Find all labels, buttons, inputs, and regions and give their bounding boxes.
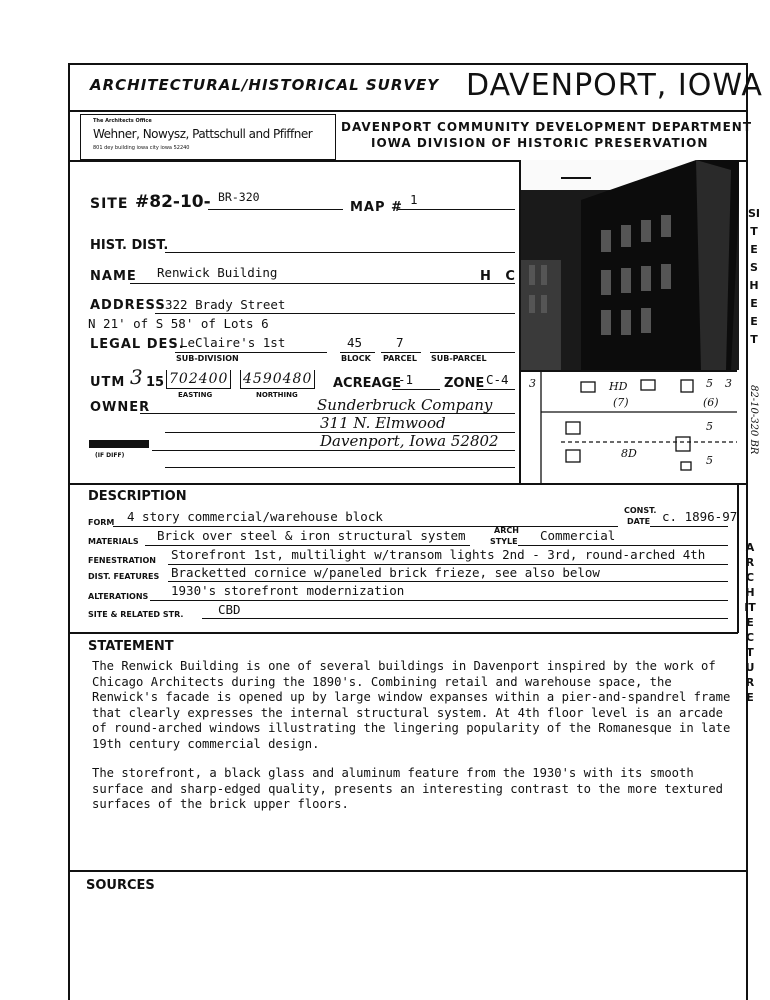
style-label: STYLE xyxy=(490,537,518,546)
field-line xyxy=(155,313,515,314)
parcel-value[interactable]: 7 xyxy=(396,335,404,350)
site-sheet-side-label: SITESHEET xyxy=(748,207,761,346)
northing-value[interactable]: 4590480 xyxy=(240,370,315,389)
site-related-label: SITE & RELATED STR. xyxy=(88,610,184,619)
statement-paragraph-1: The Renwick Building is one of several buildings in Davenport inspired by the work of Chicago Architects during the 1890's. Combining retail and warehouse space, the Renwick's facade is opened up by large window expanses within a pier-and-spandrel frame that clearly expresses the internal structural system. At 4th floor level is an arcade of round-arched windows illustrating the lingering popularity of the Romanesque in late 19th century commercial design. xyxy=(92,659,731,751)
architecture-side-label: ARCHITECTURE xyxy=(744,541,756,704)
acreage-value[interactable]: -1 xyxy=(398,372,414,387)
map-label: HD xyxy=(609,380,628,393)
field-line xyxy=(477,389,515,390)
field-line xyxy=(175,352,327,353)
const-label: CONST. xyxy=(624,506,657,515)
site-label: SITE xyxy=(90,196,129,212)
legal-label: LEGAL DES. xyxy=(90,337,185,352)
northing-label: NORTHING xyxy=(256,391,298,399)
map-label: 3 xyxy=(725,377,732,390)
subparcel-label: SUB-PARCEL xyxy=(431,354,487,363)
map-label: (6) xyxy=(703,396,719,409)
map-label: 3 xyxy=(529,377,536,390)
field-line xyxy=(152,450,515,451)
alterations-value[interactable]: 1930's storefront modernization xyxy=(171,583,405,598)
field-line xyxy=(202,618,728,619)
site-map-sketch xyxy=(521,372,737,483)
field-line xyxy=(150,600,728,601)
department-line1: DAVENPORT COMMUNITY DEVELOPMENT DEPARTMENT xyxy=(341,120,753,134)
field-line xyxy=(165,467,515,468)
parcel-label: PARCEL xyxy=(383,354,417,363)
subdivision-label: SUB-DIVISION xyxy=(176,354,239,363)
site-map xyxy=(519,370,737,483)
arch-label: ARCH xyxy=(494,526,519,535)
fenestration-value[interactable]: Storefront 1st, multilight w/transom lights 2nd - 3rd, round-arched 4th xyxy=(171,547,706,562)
owner-line3[interactable]: Davenport, Iowa 52802 xyxy=(320,432,499,450)
hist-dist-field xyxy=(165,252,515,253)
acreage-label: ACREAGE xyxy=(333,376,402,391)
utm-zone-hand: 3 xyxy=(130,365,143,389)
subdivision-value[interactable]: LeClaire's 1st xyxy=(180,335,286,350)
fenestration-label: FENESTRATION xyxy=(88,556,156,565)
block-label: BLOCK xyxy=(341,354,371,363)
firm-name: Wehner, Nowysz, Pattschull and Pfiffner xyxy=(93,127,313,141)
hist-dist-label: HIST. DIST. xyxy=(90,238,169,253)
survey-title: ARCHITECTURAL/HISTORICAL SURVEY xyxy=(90,76,440,94)
building-photo xyxy=(519,160,739,370)
divider xyxy=(68,632,738,634)
utm-zone: 15 xyxy=(146,375,165,390)
map-label: 8D xyxy=(621,447,637,460)
easting-label: EASTING xyxy=(178,391,213,399)
block-value[interactable]: 45 xyxy=(347,335,363,350)
field-line xyxy=(650,526,728,527)
date-label: DATE xyxy=(627,517,651,526)
address-value[interactable]: 322 Brady Street xyxy=(165,297,286,312)
name-value[interactable]: Renwick Building xyxy=(157,265,278,280)
divider xyxy=(68,110,748,112)
materials-value[interactable]: Brick over steel & iron structural system xyxy=(157,528,466,543)
alterations-label: ALTERATIONS xyxy=(88,592,149,601)
site-related-value[interactable]: CBD xyxy=(218,602,241,617)
field-line xyxy=(392,389,440,390)
zone-value[interactable]: C-4 xyxy=(486,372,509,387)
site-prefix: #82-10- xyxy=(135,192,211,212)
owner-line2[interactable]: 311 N. Elmwood xyxy=(320,414,446,432)
materials-label: MATERIALS xyxy=(88,537,139,546)
field-line xyxy=(518,545,728,546)
map-label: MAP # xyxy=(350,200,403,215)
field-line xyxy=(430,352,515,353)
statement-heading: STATEMENT xyxy=(88,639,174,654)
firm-office: The Architects Office xyxy=(93,118,152,124)
sources-heading: SOURCES xyxy=(86,878,155,893)
name-code: H C xyxy=(480,269,516,284)
city-title: DAVENPORT, IOWA xyxy=(466,68,763,103)
statement-paragraph-2: The storefront, a black glass and aluminum feature from the 1930's with its smooth surface and sharp-edged quality, presents an interesting contrast to the more textured surfaces of the brick upper floors. xyxy=(92,766,724,811)
form-value[interactable]: 4 story commercial/warehouse block xyxy=(127,509,383,524)
owner-line1[interactable]: Sunderbruck Company xyxy=(317,396,493,414)
map-label: (7) xyxy=(613,396,629,409)
divider xyxy=(68,483,748,485)
field-line xyxy=(208,209,343,210)
if-diff-label: (IF DIFF) xyxy=(95,452,125,459)
field-line xyxy=(381,352,421,353)
map-label: 5 xyxy=(706,377,713,390)
features-label: DIST. FEATURES xyxy=(88,572,160,581)
redacted-label xyxy=(89,440,149,448)
name-label: NAME xyxy=(90,269,137,284)
department-line2: IOWA DIVISION OF HISTORIC PRESERVATION xyxy=(371,136,709,150)
site-number-side-label: 82-10-320 BR xyxy=(748,385,759,455)
field-line xyxy=(113,526,618,527)
field-line xyxy=(340,352,375,353)
style-value[interactable]: Commercial xyxy=(540,528,616,543)
site-value[interactable]: BR-320 xyxy=(218,190,260,204)
zone-label: ZONE xyxy=(444,376,485,391)
description-heading: DESCRIPTION xyxy=(88,489,187,504)
owner-label: OWNER xyxy=(90,400,151,415)
firm-address: 801 dey building iowa city iowa 52240 xyxy=(93,145,190,151)
field-line xyxy=(398,209,515,210)
building-photo-image xyxy=(521,160,739,370)
map-label: 5 xyxy=(706,454,713,467)
utm-label: UTM xyxy=(90,375,126,390)
features-value[interactable]: Bracketted cornice w/paneled brick frieze, see also below xyxy=(171,565,600,580)
const-value[interactable]: c. 1896-97 xyxy=(662,509,738,524)
easting-value[interactable]: 702400 xyxy=(166,370,231,389)
field-line xyxy=(130,283,515,284)
address-label: ADDRESS xyxy=(90,298,166,313)
field-line xyxy=(145,545,470,546)
map-value[interactable]: 1 xyxy=(410,192,418,207)
field-line xyxy=(168,581,728,582)
map-label: 5 xyxy=(706,420,713,433)
form-label: FORM xyxy=(88,518,115,527)
address-legal[interactable]: N 21' of S 58' of Lots 6 xyxy=(88,316,269,331)
divider xyxy=(68,870,748,872)
divider xyxy=(737,483,739,633)
